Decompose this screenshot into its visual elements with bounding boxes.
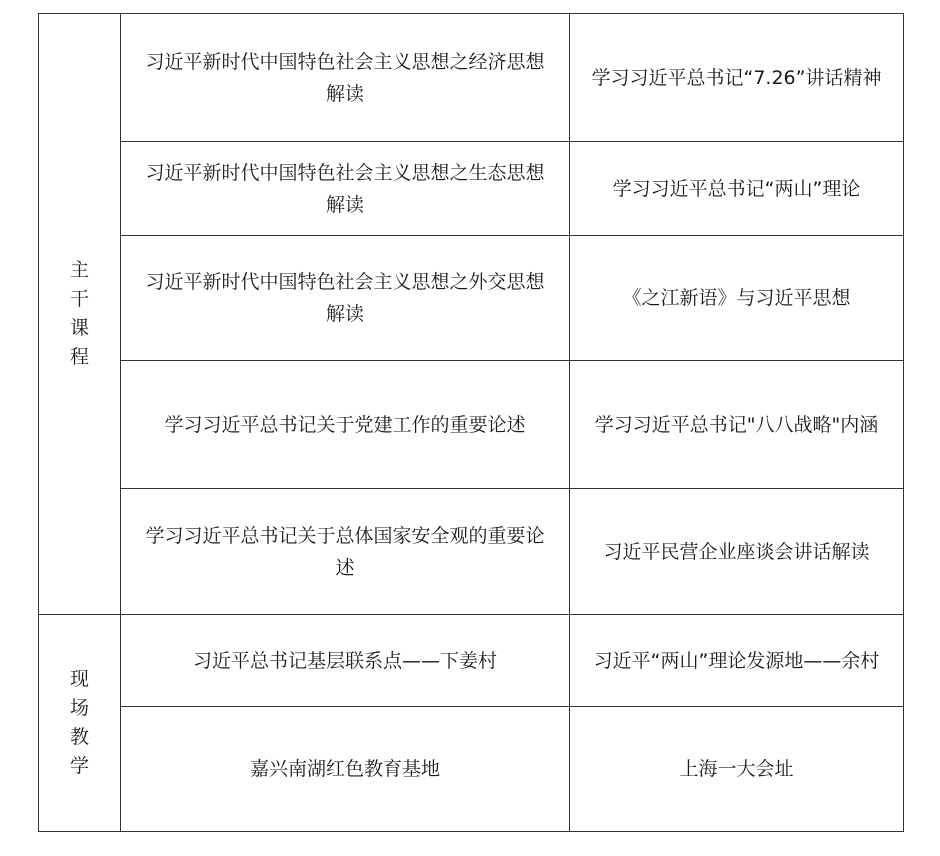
course-cell: 学习习近平总书记关于总体国家安全观的重要论述 [121,489,570,615]
table-row [39,236,904,361]
course-cell: 学习习近平总书记关于党建工作的重要论述 [121,361,570,489]
course-cell: 学习习近平总书记“7.26”讲话精神 [570,14,904,142]
category-label: 主干课程 [69,259,89,368]
category-cell-main-courses [39,14,121,615]
table-row [39,361,904,489]
course-cell: 学习习近平总书记“两山”理论 [570,142,904,236]
course-table [38,13,904,832]
table-row [39,615,904,707]
course-cell: 习近平新时代中国特色社会主义思想之外交思想解读 [121,236,570,361]
category-label: 现场教学 [69,668,89,777]
course-cell: 上海一大会址 [570,707,904,832]
course-cell: 习近平“两山”理论发源地——余村 [570,615,904,707]
course-cell: 习近平新时代中国特色社会主义思想之生态思想解读 [121,142,570,236]
course-cell: 《之江新语》与习近平思想 [570,236,904,361]
table-row [39,142,904,236]
table-row [39,707,904,832]
course-cell: 习近平民营企业座谈会讲话解读 [570,489,904,615]
table-row [39,489,904,615]
course-cell: 习近平总书记基层联系点——下姜村 [121,615,570,707]
table-row [39,14,904,142]
course-cell: 学习习近平总书记"八八战略"内涵 [570,361,904,489]
course-cell: 嘉兴南湖红色教育基地 [121,707,570,832]
course-cell: 习近平新时代中国特色社会主义思想之经济思想解读 [121,14,570,142]
category-cell-field-teaching [39,615,121,832]
